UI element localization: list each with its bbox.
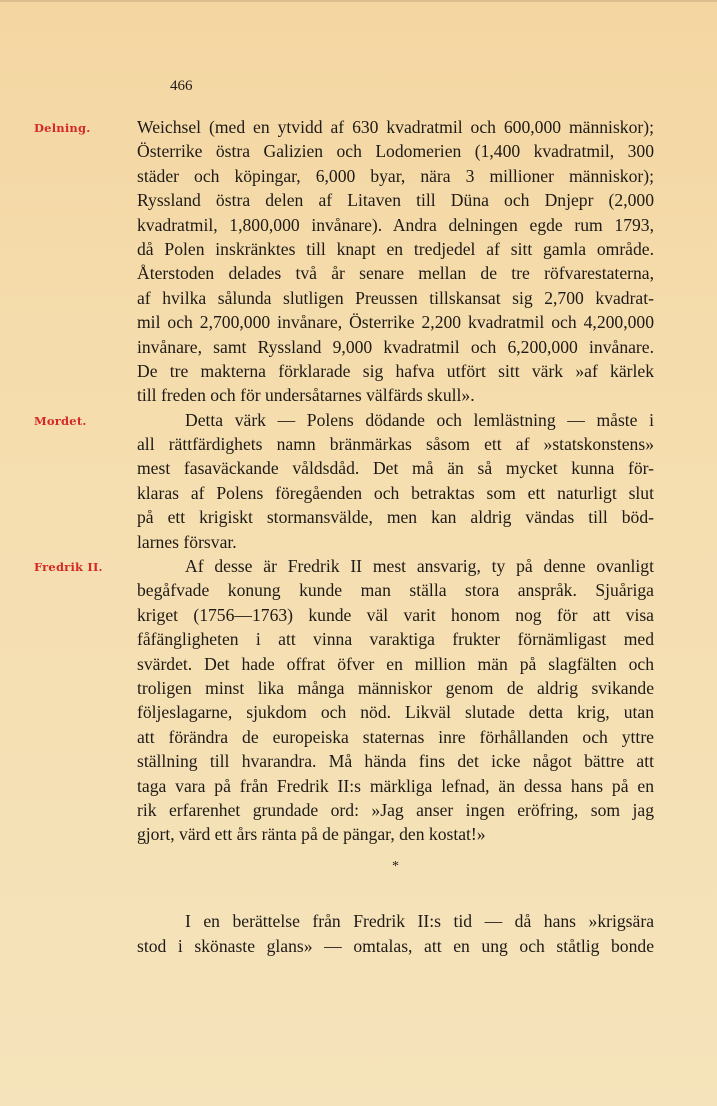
paragraph-fredrik-ii — [34, 554, 654, 847]
line-text: mil och 2,700,000 invånare, Österrike 2,200 kvadratmil och 4,200,000 — [137, 312, 654, 333]
line-text: fåfängligheten i att vinna varaktiga frukter förnämligast med — [137, 629, 654, 650]
line-text: följeslagarne, sjukdom och nöd. Likväl slutade detta krig, utan — [137, 702, 654, 723]
line-text: kriget (1756—1763) kunde väl varit honom nog för att visa — [137, 604, 654, 625]
line-text: svärdet. Det hade offrat öfver en million män på slagfälten och — [137, 653, 654, 674]
line-text: all rättfärdighets namn bränmärkas såsom ett af »statskonstens» — [137, 434, 654, 455]
text-line — [137, 505, 654, 529]
line-text: att förändra de europeiska staternas inre förhållanden och yttre — [137, 726, 654, 747]
line-text: till freden och för undersåtarnes välfärds skull». — [137, 385, 475, 406]
text-line — [137, 188, 654, 212]
line-text: rik erfarenhet grundade ord: »Jag anser ingen eröfring, som jag — [137, 799, 654, 820]
text-line — [137, 139, 654, 163]
line-text: De tre makterna förklarade sig hafva utfört sitt värk »af kärlek — [137, 360, 654, 381]
line-text: begåfvade konung kunde man ställa stora anspråk. Sjuåriga — [137, 580, 654, 601]
line-text: Österrike östra Galizien och Lodomerien (1,400 kvadratmil, 300 — [137, 141, 654, 162]
text-line — [34, 408, 654, 432]
text-line — [137, 237, 654, 261]
text-line — [137, 749, 654, 773]
margin-note-delning: Delning. — [34, 121, 91, 135]
text-line — [137, 822, 654, 846]
text-body — [34, 115, 654, 958]
line-text: Detta värk — Polens dödande och lemlästning — måste i — [185, 409, 654, 430]
text-line — [137, 335, 654, 359]
line-text: Af desse är Fredrik II mest ansvarig, ty på denne ovanligt — [185, 556, 654, 577]
text-line — [137, 676, 654, 700]
text-line — [137, 261, 654, 285]
text-line — [137, 432, 654, 456]
line-text: I en berättelse från Fredrik II:s tid — då hans »krigsära — [185, 911, 654, 932]
line-text: kvadratmil, 1,800,000 invånare). Andra delningen egde rum 1793, — [137, 214, 654, 235]
text-line — [137, 774, 654, 798]
text-line — [137, 627, 654, 651]
margin-note-fredrik-ii: Fredrik II. — [34, 560, 103, 575]
section-break-asterisk: * — [392, 858, 399, 874]
page-edge — [0, 0, 717, 2]
paragraph-closing — [137, 909, 654, 958]
text-line — [137, 310, 654, 334]
text-line — [137, 481, 654, 505]
line-text: Weichsel (med en ytvidd af 630 kvadratmil och 600,000 människor); — [137, 117, 654, 137]
text-line — [137, 213, 654, 237]
text-line — [34, 115, 654, 139]
text-line — [137, 603, 654, 627]
line-text: Återstoden delades två år senare mellan de tre röfvarestaterna, — [137, 263, 654, 284]
text-line — [137, 652, 654, 676]
margin-note-mordet: Mordet. — [34, 413, 87, 428]
paragraph-mordet — [34, 408, 654, 554]
text-line — [137, 700, 654, 724]
line-text: stod i skönaste glans» — omtalas, att en ung och ståtlig bonde — [137, 935, 654, 956]
text-line — [137, 456, 654, 480]
text-line — [137, 934, 654, 958]
line-text: då Polen inskränktes till knapt en tredjedel af sitt gamla område. — [137, 238, 654, 259]
paragraph-delning — [34, 115, 654, 408]
line-text: Ryssland östra delen af Litaven till Düna och Dnjepr (2,000 — [137, 190, 654, 211]
line-text: städer och köpingar, 6,000 byar, nära 3 millioner människor); — [137, 165, 654, 186]
text-line — [137, 286, 654, 310]
line-text: klaras af Polens föregåenden och betraktas som ett naturligt slut — [137, 482, 654, 503]
line-text: larnes försvar. — [137, 531, 237, 552]
line-text: taga vara på från Fredrik II:s märkliga lefnad, än dessa hans på en — [137, 775, 654, 796]
text-line — [137, 383, 654, 407]
line-text: af hvilka sålunda slutligen Preussen tillskansat sig 2,700 kvadrat- — [137, 287, 654, 308]
line-text: mest fasaväckande våldsdåd. Det må än så mycket kunna för- — [137, 458, 654, 479]
line-text: på ett krigiskt stormansvälde, men kan aldrig vändas till böd- — [137, 507, 654, 528]
text-line — [137, 359, 654, 383]
text-line — [137, 909, 654, 933]
text-line — [137, 578, 654, 602]
page-number: 466 — [170, 78, 193, 94]
text-line — [137, 164, 654, 188]
text-line — [137, 798, 654, 822]
text-line — [137, 725, 654, 749]
line-text: ställning till hvarandra. Må hända fins det icke något bättre att — [137, 751, 654, 772]
line-text: troligen minst lika många människor genom de aldrig svikande — [137, 677, 654, 698]
line-text: gjort, värd ett års ränta på de pängar, den kostat!» — [137, 824, 486, 845]
line-text: invånare, samt Ryssland 9,000 kvadratmil och 6,200,000 invånare. — [137, 336, 654, 357]
text-line — [34, 554, 654, 578]
text-line — [137, 530, 654, 554]
